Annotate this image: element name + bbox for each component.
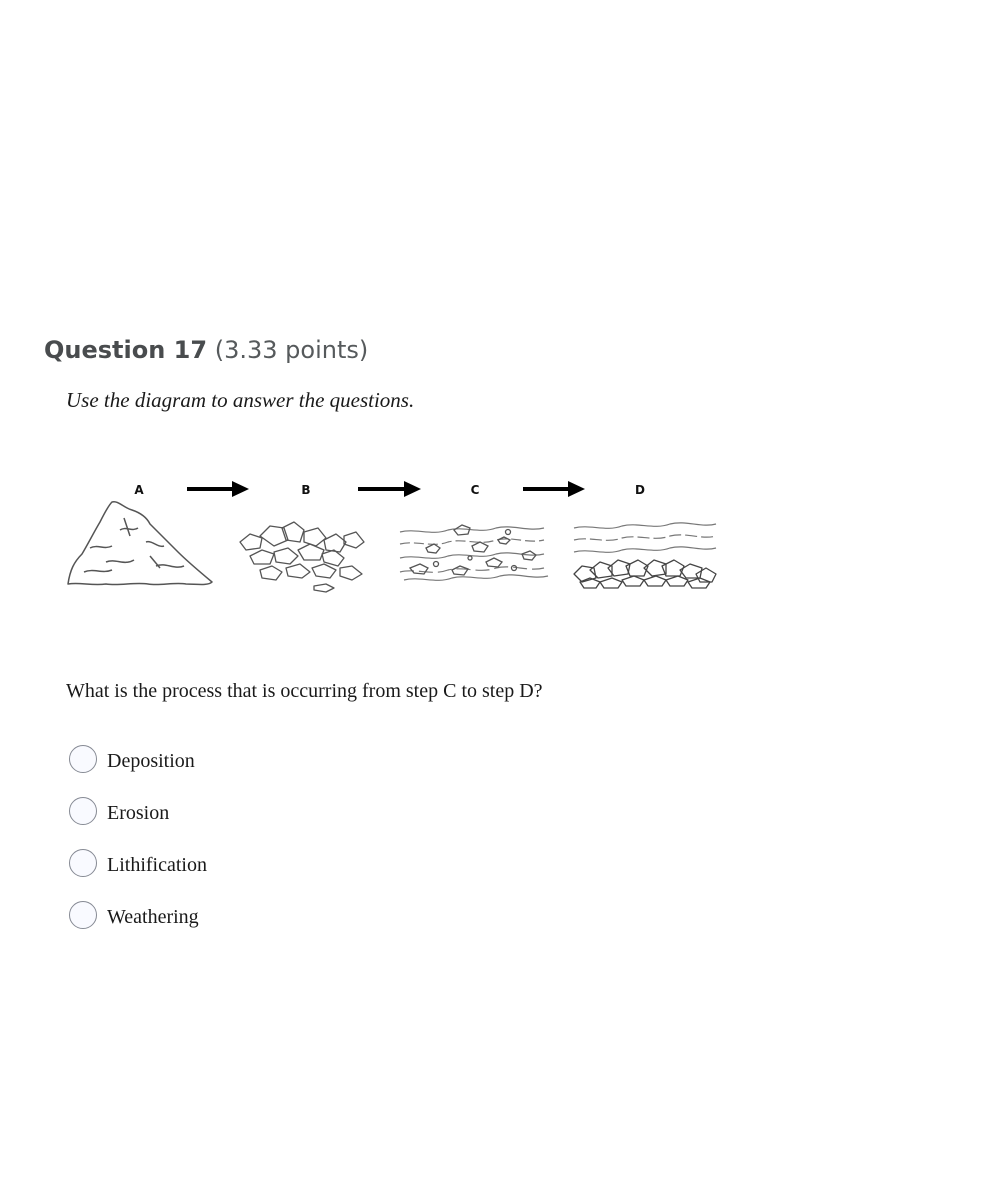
question-prompt: What is the process that is occurring from step C to step D?	[66, 680, 543, 702]
arrow-icon-2	[358, 481, 421, 497]
option-label: Deposition	[107, 749, 195, 772]
deposited-sediment-icon	[574, 560, 716, 588]
option-lithification[interactable]	[69, 846, 207, 880]
step-label-a: A	[134, 483, 144, 497]
answer-options	[69, 742, 207, 950]
rock-fragments-icon	[240, 522, 364, 592]
question-points: (3.33 points)	[214, 336, 369, 364]
question-number: Question 17	[44, 336, 208, 364]
question-header	[44, 336, 368, 364]
rock-cycle-diagram	[60, 470, 730, 600]
option-deposition[interactable]	[69, 742, 207, 776]
water-layers-icon	[574, 523, 716, 552]
option-label: Erosion	[107, 801, 170, 824]
step-label-c: C	[470, 483, 480, 497]
arrow-icon-1	[187, 481, 249, 497]
water-transport-icon	[400, 527, 548, 580]
option-weathering[interactable]	[69, 898, 207, 932]
rock-mass-icon	[68, 502, 212, 585]
option-label: Weathering	[107, 905, 199, 928]
question-instruction: Use the diagram to answer the questions.	[66, 388, 415, 412]
arrow-icon-3	[523, 481, 585, 497]
radio-button[interactable]	[69, 745, 97, 773]
radio-button[interactable]	[69, 901, 97, 929]
radio-button[interactable]	[69, 849, 97, 877]
step-label-d: D	[635, 483, 645, 497]
step-label-b: B	[301, 483, 311, 497]
option-erosion[interactable]	[69, 794, 207, 828]
radio-button[interactable]	[69, 797, 97, 825]
option-label: Lithification	[107, 853, 207, 876]
